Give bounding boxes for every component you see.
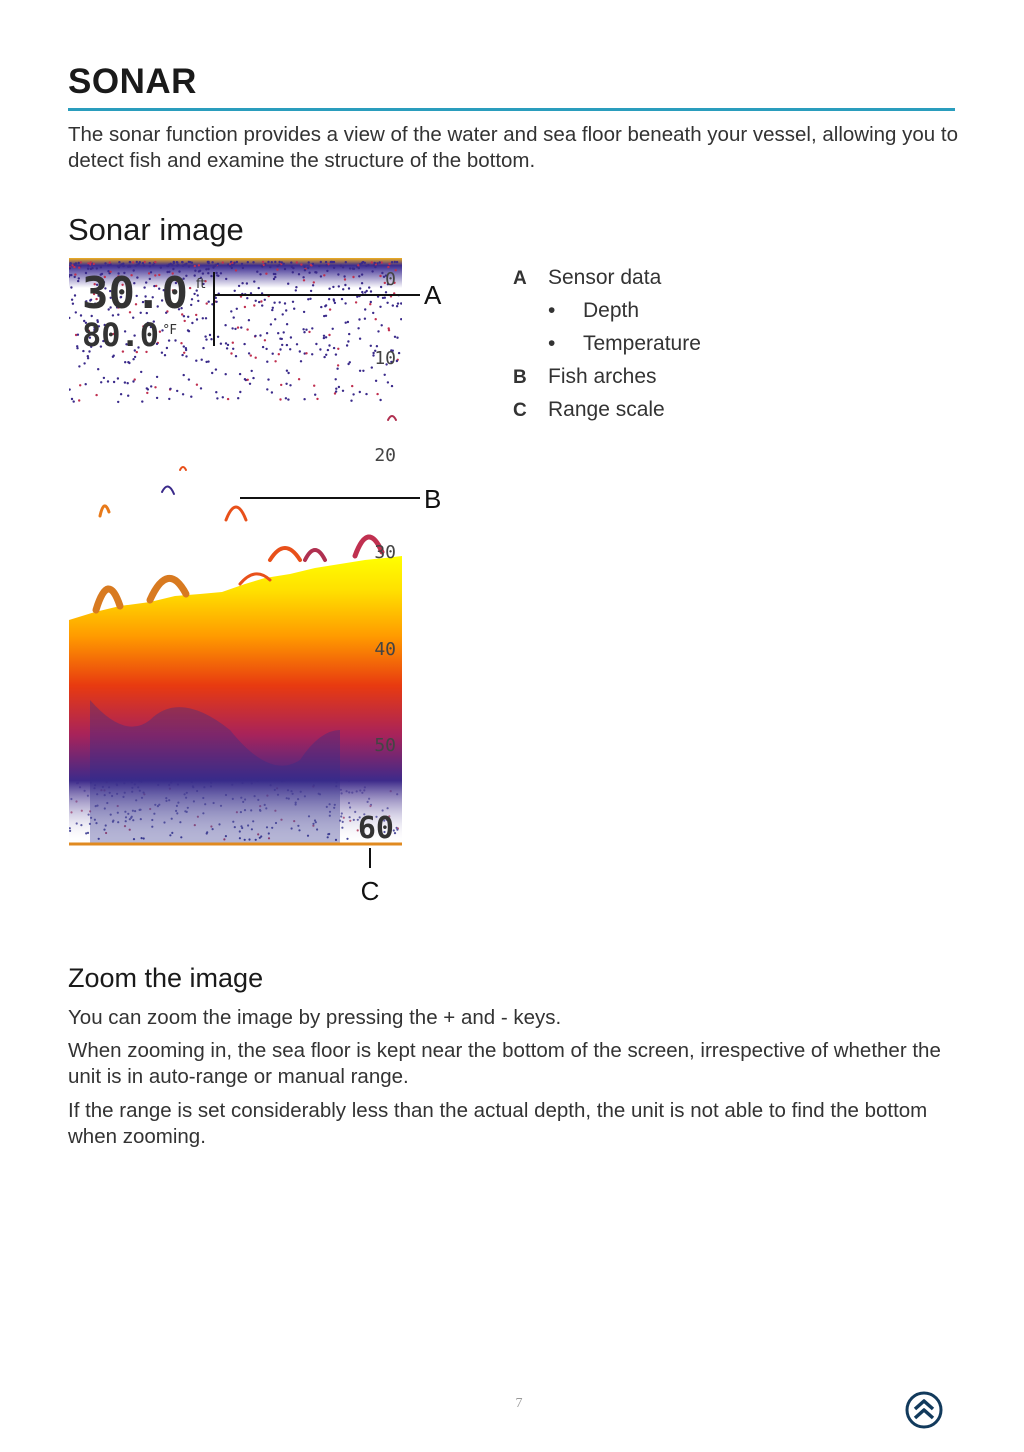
sonar-screen-image: [0, 0, 460, 920]
legend-item-a: [513, 266, 661, 290]
intro-paragraph: The sonar function provides a view of the water and sea floor beneath your vessel, allowing you to detect fish and examine the structure of the bottom.: [68, 123, 958, 172]
callout-c-label: C: [360, 876, 380, 906]
legend-key: B: [513, 367, 527, 388]
temperature-readout: 80.0: [82, 316, 160, 354]
legend-item-b: [513, 365, 657, 389]
zoom-paragraph: If the range is set considerably less than the actual depth, the unit is not able to find the bottom when zooming.: [68, 1099, 928, 1148]
page-title: SONAR: [68, 62, 197, 101]
bullet: •: [548, 332, 556, 355]
legend-label: Temperature: [583, 332, 701, 355]
zoom-heading: Zoom the image: [68, 963, 264, 993]
bullet: •: [548, 299, 556, 322]
legend-label: Fish arches: [548, 365, 657, 388]
scale-label: 40: [374, 639, 396, 660]
callout-a-label: A: [424, 280, 442, 310]
scale-label: 10: [374, 348, 396, 369]
legend-label: Sensor data: [548, 266, 662, 289]
legend-key: C: [513, 400, 527, 421]
depth-readout: 30.0: [82, 268, 188, 319]
zoom-paragraph: You can zoom the image by pressing the + and - keys.: [68, 1006, 562, 1029]
callout-b-label: B: [424, 484, 442, 514]
double-chevron-up-icon[interactable]: [904, 1390, 944, 1430]
legend-key: A: [513, 268, 527, 289]
legend-subitem-depth: [513, 299, 639, 323]
scale-label: 50: [374, 735, 396, 756]
legend-subitem-temperature: [513, 332, 701, 356]
zoom-paragraph: When zooming in, the sea floor is kept near the bottom of the screen, irrespective of whether the unit is in auto-range or manual range.: [68, 1039, 941, 1088]
legend-label: Range scale: [548, 398, 665, 421]
range-scale-value: 60: [357, 811, 394, 846]
temperature-unit: °F: [163, 323, 177, 338]
legend-label: Depth: [583, 299, 640, 322]
scale-label: 20: [374, 445, 396, 466]
sonar-image-heading: Sonar image: [68, 212, 244, 247]
page-number: 7: [515, 1396, 523, 1411]
legend-item-c: [513, 398, 665, 422]
depth-unit: ft: [196, 277, 206, 292]
scale-label: 0: [385, 269, 396, 290]
scale-label: 30: [374, 542, 396, 563]
